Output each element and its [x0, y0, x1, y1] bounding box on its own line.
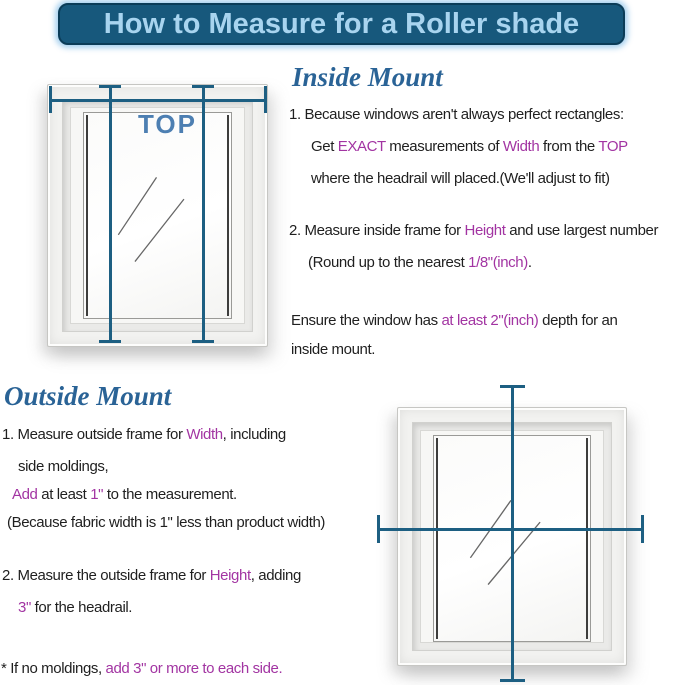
width-measure-cap-right [641, 515, 644, 543]
instruction-line: * If no moldings, add 3" or more to each side. [1, 660, 283, 677]
instruction-line: inside mount. [291, 341, 376, 358]
banner [58, 3, 625, 45]
glass-reflection-lines [84, 113, 231, 318]
height-measure-line-left [109, 87, 112, 342]
height-measure-cap-top-right [192, 85, 214, 88]
width-measure-cap-right [264, 86, 267, 113]
height-measure-cap-top [500, 385, 525, 388]
instruction-line: 1. Measure outside frame for Width, including [2, 426, 286, 443]
instruction-line: (Round up to the nearest 1/8"(inch). [308, 254, 532, 271]
window-glass [83, 112, 232, 319]
top-label: TOP [138, 109, 197, 139]
height-measure-cap-bottom [500, 679, 525, 682]
instruction-line: 1. Because windows aren't always perfect rectangles: [289, 106, 624, 123]
instruction-line: (Because fabric width is 1" less than product width) [7, 514, 326, 531]
height-measure-cap-bottom-right [192, 340, 214, 343]
instruction-line: 2. Measure inside frame for Height and use largest number [289, 222, 659, 239]
width-measure-cap-left [49, 86, 52, 113]
instruction-line: Get EXACT measurements of Width from the TOP [311, 138, 628, 155]
height-measure-line-right [202, 87, 205, 342]
inside-mount-heading: Inside Mount [292, 62, 443, 92]
banner-title: How to Measure for a Roller shade [103, 7, 580, 40]
height-measure-cap-bottom-left [99, 340, 121, 343]
instruction-line: where the headrail will placed.(We'll adjust to fit) [311, 170, 610, 187]
instruction-line: 2. Measure the outside frame for Height, adding [2, 567, 301, 584]
height-measure-cap-top-left [99, 85, 121, 88]
width-measure-cap-left [377, 515, 380, 543]
width-measure-line [378, 528, 643, 531]
instruction-line: Add at least 1" to the measurement. [12, 486, 237, 503]
instruction-line: 3" for the headrail. [18, 599, 133, 616]
instruction-line: Ensure the window has at least 2"(inch) depth for an [291, 312, 618, 329]
instruction-line: side moldings, [18, 458, 109, 475]
outside-mount-heading: Outside Mount [4, 381, 172, 411]
width-measure-line [50, 99, 267, 102]
height-measure-line [511, 388, 514, 680]
